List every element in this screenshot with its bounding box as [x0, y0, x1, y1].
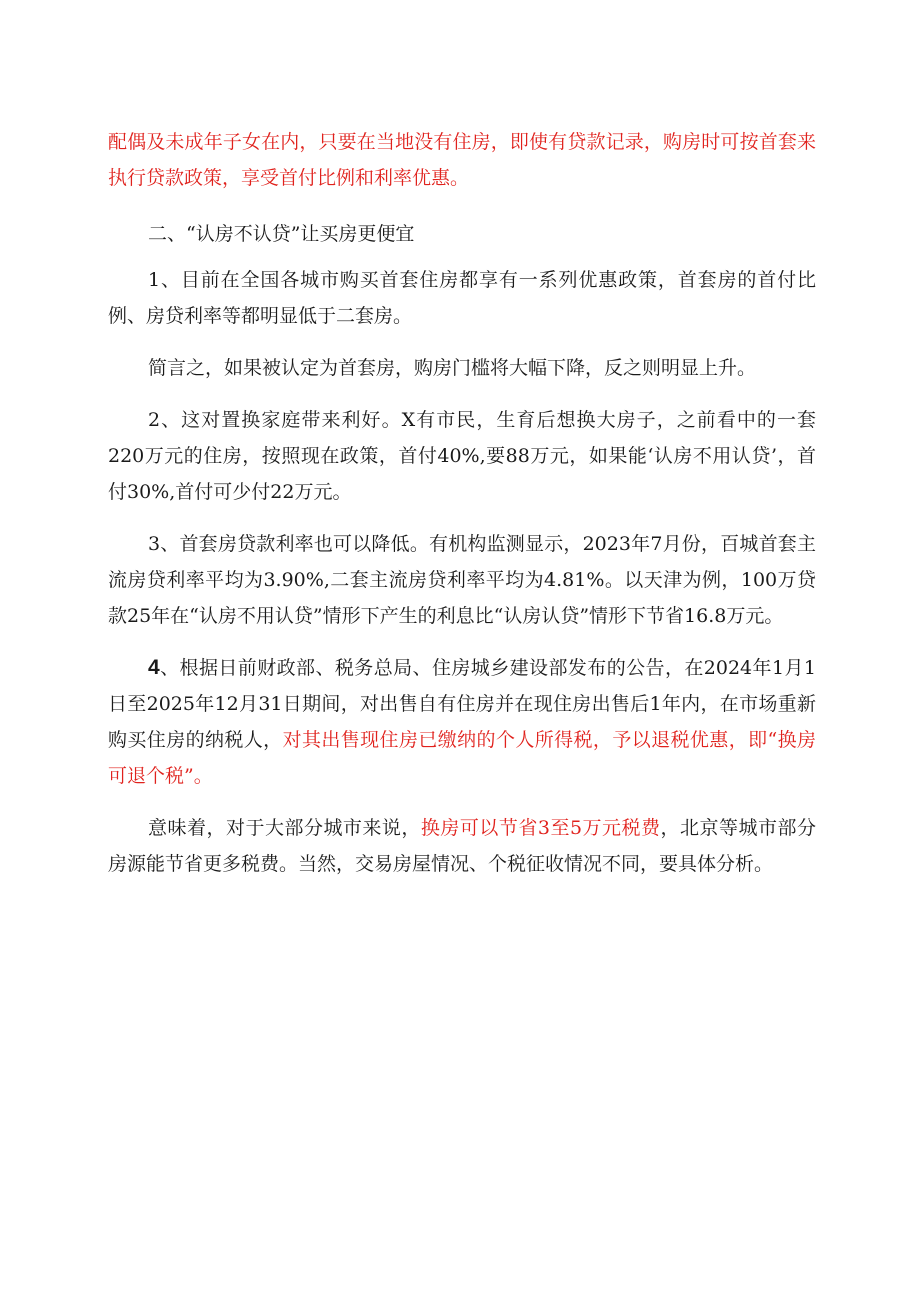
document-body: [108, 124, 816, 882]
paragraph-item-3: 3、首套房贷款利率也可以降低。有机构监测显示，2023年7月份，百城首套主流房贷利率平均为3.90%,二套主流房贷利率平均为4.81%。以天津为例，100万贷款25年在“认房不用认贷”情形下产生的利息比“认房认贷”情形下节省16.8万元。: [108, 533, 816, 627]
section-heading: 二、“认房不认贷”让买房更便宜: [148, 223, 415, 245]
paragraph-item-4: [108, 650, 816, 794]
conclusion-highlight: 换房可以节省3至5万元税费: [420, 817, 661, 839]
paragraph-red-intro: 配偶及未成年子女在内，只要在当地没有住房，即使有贷款记录，购房时可按首套来执行贷款政策，享受首付比例和利率优惠。: [108, 131, 816, 189]
conclusion-text-before: 意味着，对于大部分城市来说，: [148, 817, 421, 839]
item-number: 4: [148, 656, 160, 679]
paragraph-summary: 简言之，如果被认定为首套房，购房门槛将大幅下降，反之则明显上升。: [148, 357, 757, 379]
paragraph-item-1: 1、目前在全国各城市购买首套住房都享有一系列优惠政策，首套房的首付比例、房贷利率等都明显低于二套房。: [108, 269, 816, 327]
paragraph-conclusion: [108, 810, 816, 882]
item-4-highlight: 对其出售现住房已缴纳的个人所得税，予以退税优惠，即“换房可退个税”。: [108, 729, 816, 787]
conclusion-text-after: ，北京等城市部分房源能节省更多税费。当然，交易房屋情况、个税征收情况不同，要具体分析。: [108, 817, 816, 875]
item-4-text: 、根据日前财政部、税务总局、住房城乡建设部发布的公告，在2024年1月1日至2025年12月31日期间，对出售自有住房并在现住房出售后1年内，在市场重新购买住房的纳税人，: [108, 657, 816, 751]
paragraph-item-2: 2、这对置换家庭带来利好。X有市民，生育后想换大房子，之前看中的一套220万元的住房，按照现在政策，首付40%,要88万元，如果能‘认房不用认贷’，首付30%,首付可少付22万元。: [108, 409, 816, 503]
